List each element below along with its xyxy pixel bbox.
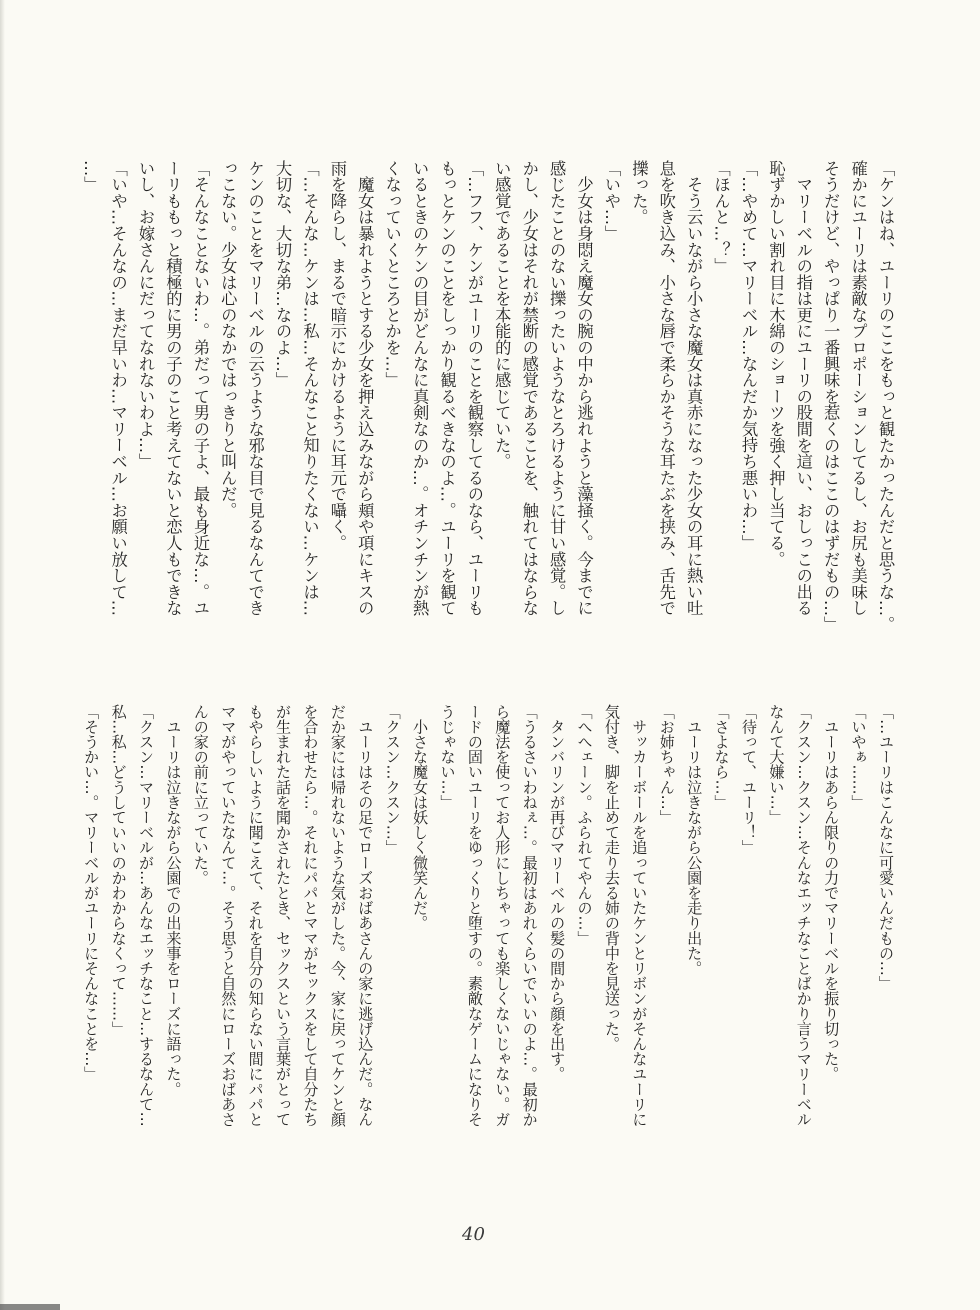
text-column: が生まれた話を聞かされたとき、セックスという言葉がとって [274,704,293,1127]
text-column: そう云いながら小さな魔女は真赤になった少女の耳に熱い吐 [684,160,704,617]
text-column: を合わせたら…。それにパパとママがセックスをして自分たち [301,704,320,1127]
text-column: マリーベルの指は更にユーリの股間を這い、おしっこの出る [793,160,813,617]
text-column: 気付き、脚を止めて走り去る姉の背中を見送った。 [602,704,621,1052]
top-text-block [77,160,899,633]
text-column: くなっていくところとかを…」 [382,160,402,389]
text-column: っこない。少女は心のなかではっきりと叫んだ。 [218,160,238,519]
text-column: かし、少女はそれが禁断の感覚であることを、触れてはならな [519,160,539,617]
text-column: 「そうかい…。マリーベルがユーリにそんなことを…」 [82,704,101,1082]
text-column: 「クスン…クスン…そんなエッチなことばかり言うマリーベル [794,704,813,1127]
text-column: タンバリンが再びマリーベルの髪の間から顔を出す。 [548,704,567,1082]
text-column: 「…そんな…ケンは…私…そんなこと知りたくない…ケンは… [300,160,320,617]
text-column: なんて大嫌い…」 [767,704,786,825]
text-column: 「いや…」 [601,160,621,242]
text-column: ら魔法を使ってお人形にしちゃっても楽しくないじゃない。ガ [493,704,512,1127]
text-column: 「…フフ、ケンがユーリのことを観察してるのなら、ユーリも [464,160,484,617]
text-column: 「ほんと…？」 [711,160,731,275]
text-column: 雨を降らし、まるで暗示にかけるように耳元で囁く。 [327,160,347,551]
text-column: …」 [81,160,101,193]
text-column: 「お姉ちゃん…」 [657,704,676,825]
text-column: 魔女は暴れようとする少女を押え込みながら頬や項にキスの [355,160,375,617]
text-column: 「クスン…マリーベルが…あんなエッチなこと…するなんて… [137,704,156,1127]
text-column: 息を吹き込み、小さな唇で柔らかそうな耳たぶを挟み、舌先で [656,160,676,617]
text-column: 「へへェーン。ふられてやんの…」 [575,704,594,946]
text-column: 「うるさいわねぇ…。最初はあれくらいでいいのよ…。最初か [520,704,539,1127]
text-column: 小さな魔女は妖しく微笑んだ。 [411,704,430,931]
text-column: ユーリは泣きながら公園での出来事をローズに語った。 [164,704,183,1097]
text-column: 「クスン…クスン…」 [383,704,402,855]
text-column: 「さよなら…」 [712,704,731,810]
text-column: んの家の前に立っていた。 [191,704,210,886]
text-column: 「…ユーリはこんなに可愛いんだもの…」 [877,704,895,991]
text-column: 「待って、ユーリ！」 [739,704,758,855]
text-column: ケンのことをマリーベルの云うような邪な目で見るなんてでき [245,160,265,617]
text-column: もやらしいように聞こえて、それを自分の知らない間にパパと [246,704,265,1127]
text-column: ママがやっていたなんて…。そう思うと自然にローズおばあさ [219,704,238,1127]
text-column: ユーリは泣きながら公園を走り出た。 [685,704,704,976]
bottom-text-block [77,704,899,1128]
text-column: だか家には帰れないような気がした。今、家に戻ってケンと顔 [328,704,347,1127]
scan-edge-left [0,0,5,1310]
text-column: 「そんなことないわ…。弟だって男の子よ、最も身近な…。ユ [190,160,210,617]
text-column: そうだけど、やっぱり一番興味を惹くのはここのはずだもの…」 [821,160,841,633]
text-column: いるときのケンの目がどんなに真剣なのか…。オチンチンが熱 [410,160,430,617]
text-column: 恥ずかしい割れ目に木綿のショーツを強く押し当てる。 [766,160,786,568]
text-column: 確かにユーリは素敵なプロポーションしてるし、お尻も美味し [848,160,868,617]
text-column: ユーリはその足でローズおばあさんの家に逃げ込んだ。なん [356,704,375,1127]
text-column: 私…私…どうしていいのかわからなくって……」 [109,704,128,1037]
text-column: うじゃない…」 [438,704,457,810]
page-number: 40 [462,1224,485,1245]
text-column: 擽った。 [629,160,649,226]
text-column: 「いや…そんなの…まだ早いわ…マリーベル…お願い放して… [108,160,128,617]
scan-edge-bottom [0,1304,60,1310]
text-column: もっとケンのことをしっかり観るべきなのよ…。ユーリを観て [437,160,457,617]
text-column: 感じたことのない擽ったいようなとろけるように甘い感覚。し [547,160,567,617]
text-column: 少女は身悶え魔女の腕の中から逃れようと藻掻く。今までに [574,160,594,617]
text-column: 大切な、大切な弟…なのよ…」 [273,160,293,389]
text-column: いし、お嫁さんにだってなれないわよ…」 [136,160,156,470]
text-column: 「いやぁ……」 [849,704,868,810]
text-column: ーリももっと積極的に男の子のこと考えてないと恋人もできな [163,160,183,617]
text-column: 「ケンはね、ユーリのここをもっと観たかったんだと思うな…。 [876,160,895,633]
text-column: サッカーボールを追っていたケンとリボンがそんなユーリに [630,704,649,1127]
text-column: ユーリはあらん限りの力でマリーベルを振り切った。 [822,704,841,1082]
text-column: ードの固いユーリをゆっくりと堕すの。素敵なゲームになりそ [465,704,484,1127]
text-column: 「…やめて…マリーベル…なんだか気持ち悪いわ…」 [738,160,758,551]
text-column: い感覚であることを本能的に感じていた。 [492,160,512,470]
